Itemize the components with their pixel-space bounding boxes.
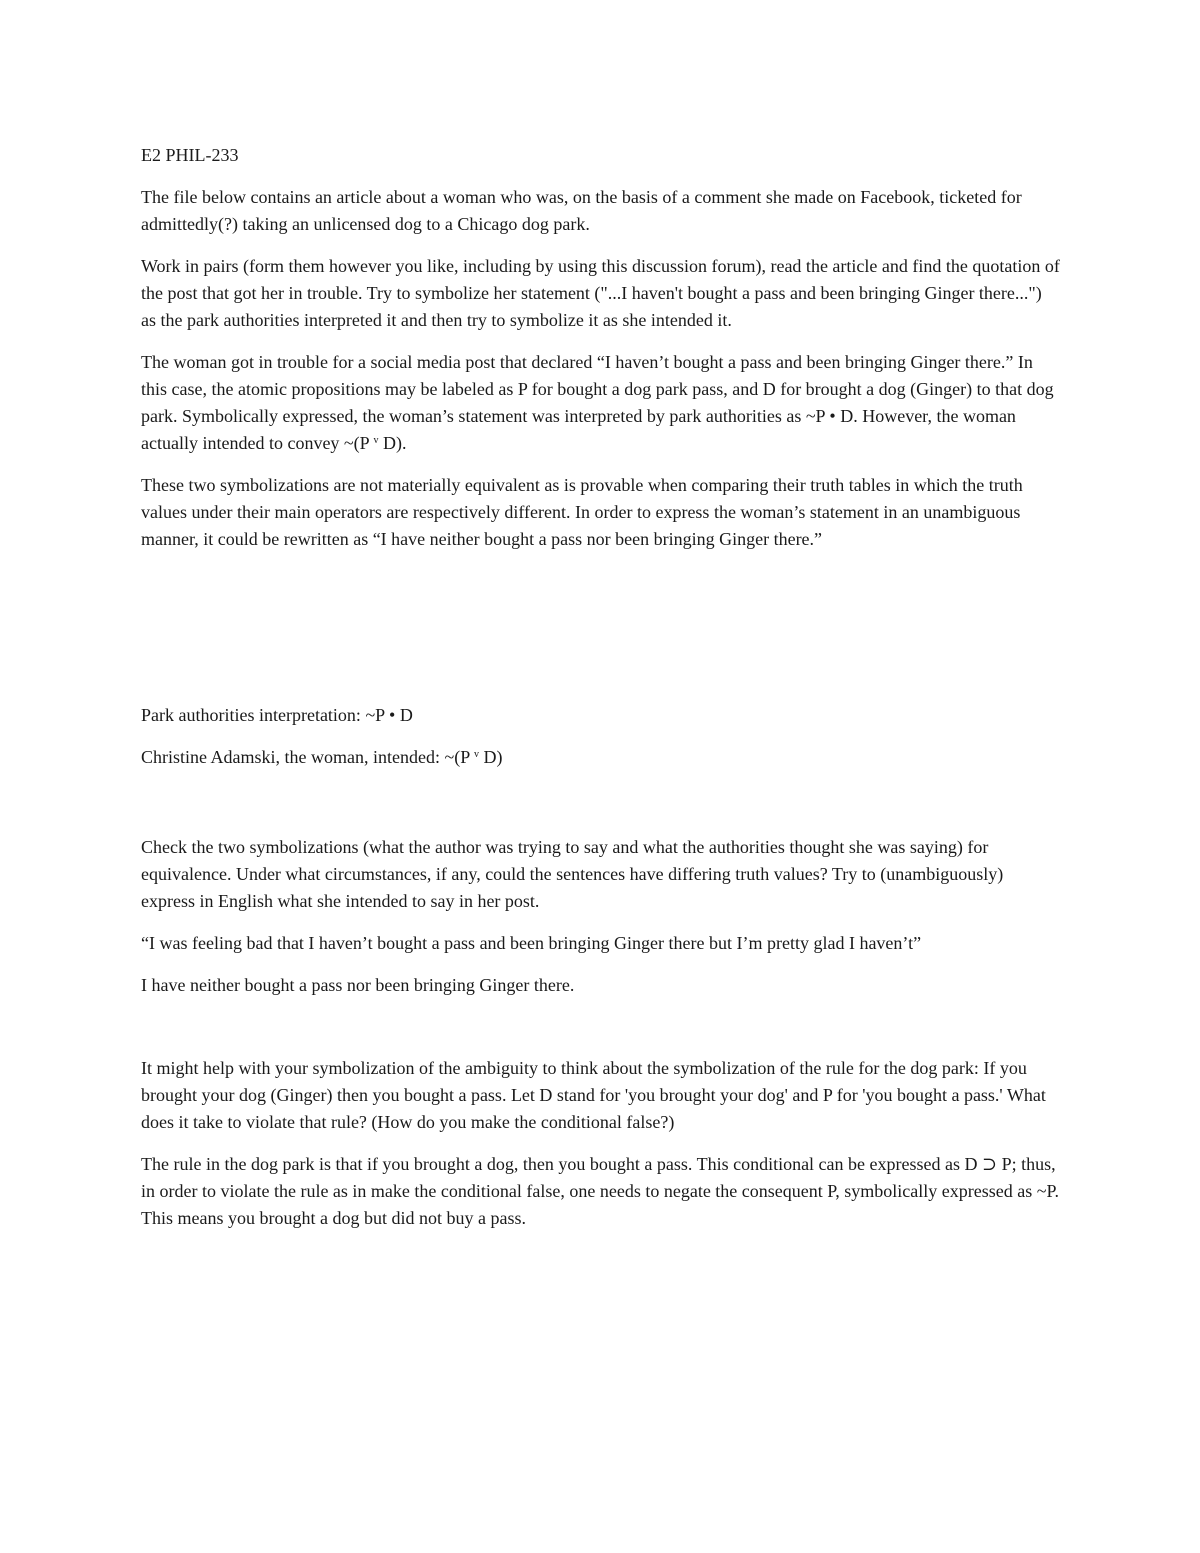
answer-paragraph-1 xyxy=(141,349,1061,457)
quote-paragraph: “I was feeling bad that I haven’t bought a pass and been bringing Ginger there but I’m pretty glad I haven’t” xyxy=(141,933,922,953)
intended-end: D) xyxy=(479,747,503,767)
spacer xyxy=(141,568,1061,702)
spacer xyxy=(141,1014,1061,1055)
answer-paragraph-2: These two symbolizations are not materially equivalent as is provable when comparing their truth tables in which the truth values under their main operators are respectively different. In order to express the woman’s statement in an unambiguous manner, it could be rewritten as “I have neither bought a pass nor been bringing Ginger there.” xyxy=(141,475,1023,549)
or-symbol: v xyxy=(373,435,379,446)
answer-1-end: D). xyxy=(378,433,407,453)
instructions-paragraph: Work in pairs (form them however you like, including by using this discussion forum), read the article and find the quotation of the post that got her in trouble. Try to symbolize her statement ("...I haven't bought a pass and been bringing Ginger there...") as the park authorities interpreted it and then try to symbolize it as she intended it. xyxy=(141,256,1060,330)
rule-paragraph: It might help with your symbolization of the ambiguity to think about the symbolization of the rule for the dog park: If you brought your dog (Ginger) then you bought a pass. Let D stand for 'you brought your dog' and P for 'you bought a pass.' What does it take to violate that rule? (How do you make the conditional false?) xyxy=(141,1058,1046,1132)
answer-1-text: The woman got in trouble for a social media post that declared “I haven’t bought a pass and been bringing Ginger there.” In this case, the atomic propositions may be labeled as P for bought a dog park pass, and D for brought a dog (Ginger) to that dog park. Symbolically expressed, the woman’s statement was interpreted by park authorities as ~P • D. However, the woman actually intended to convey ~(P xyxy=(141,352,1054,453)
or-symbol: v xyxy=(474,749,480,760)
document-page xyxy=(141,142,1061,1247)
rewrite-paragraph: I have neither bought a pass nor been bringing Ginger there. xyxy=(141,975,575,995)
intended-text: Christine Adamski, the woman, intended: ~(P xyxy=(141,747,475,767)
intro-paragraph: The file below contains an article about a woman who was, on the basis of a comment she made on Facebook, ticketed for admittedly(?) taking an unlicensed dog to a Chicago dog park. xyxy=(141,187,1022,234)
park-interpretation: Park authorities interpretation: ~P • D xyxy=(141,705,413,725)
spacer xyxy=(141,786,1061,834)
intended-symbolization xyxy=(141,744,1061,771)
document-title: E2 PHIL-233 xyxy=(141,145,239,165)
check-paragraph: Check the two symbolizations (what the author was trying to say and what the authorities thought she was saying) for equivalence. Under what circumstances, if any, could the sentences have differing truth values? Try to (unambiguously) express in English what she intended to say in her post. xyxy=(141,837,1004,911)
rule-answer-paragraph: The rule in the dog park is that if you brought a dog, then you bought a pass. This conditional can be expressed as D ⊃ P; thus, in order to violate the rule as in make the conditional false, one needs to negate the consequent P, symbolically expressed as ~P. This means you brought a dog but did not buy a pass. xyxy=(141,1154,1059,1228)
